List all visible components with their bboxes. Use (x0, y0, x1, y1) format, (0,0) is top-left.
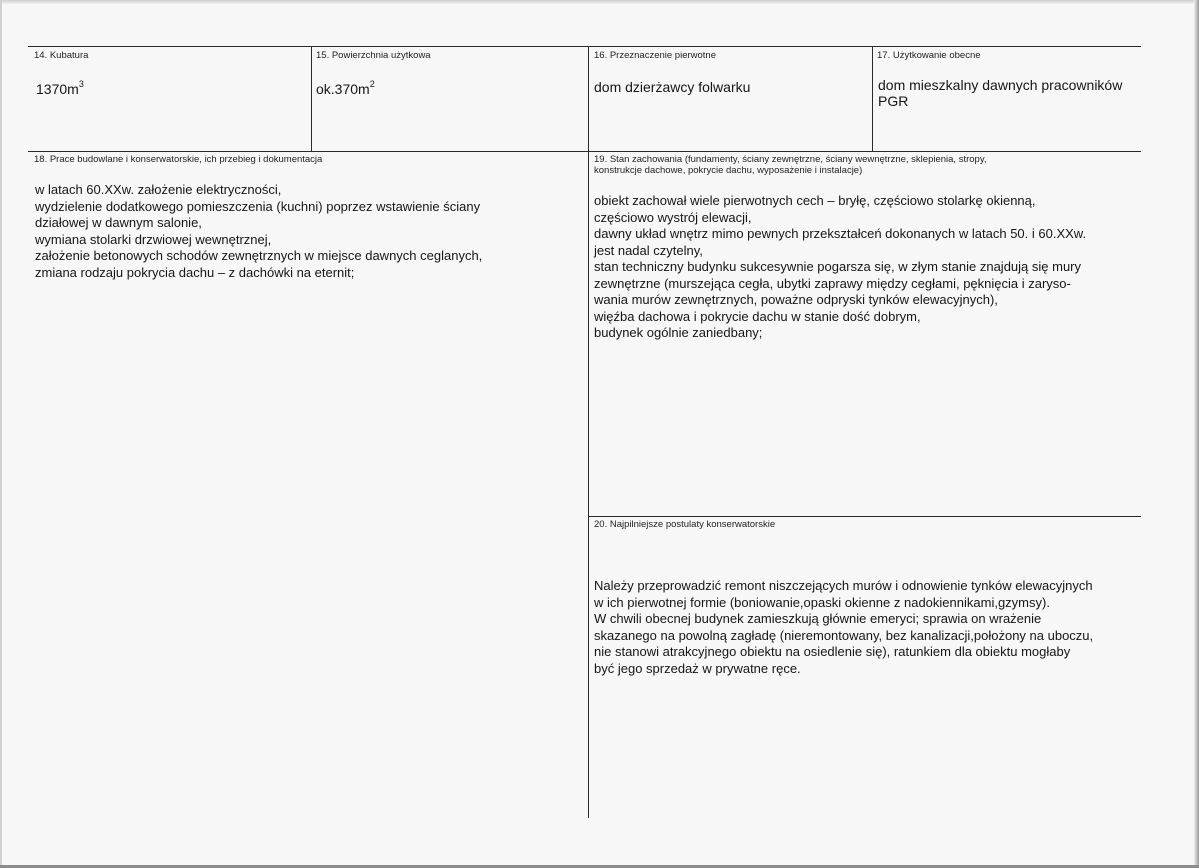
field-20-label: 20. Najpilniejsze postulaty konserwatorskie (594, 519, 776, 530)
field-19-line: więźba dachowa i pokrycie dachu w stanie dość dobrym, (594, 308, 921, 324)
field-20-line: W chwili obecnej budynek zamieszkują głównie emeryci; sprawia on wrażenie (594, 611, 1042, 626)
field-15-value-main: ok.370m (316, 81, 370, 97)
field-20-line: w ich pierwotnej formie (boniowanie,opaski okienne z nadokiennikami,gzymsy). (594, 594, 1050, 610)
field-18-line: wymiana stolarki drzwiowej wewnętrznej, (35, 231, 272, 247)
col-divider-14-15 (311, 46, 312, 152)
col-divider-16-17 (872, 46, 873, 152)
field-19-line: wania murów zewnętrznych, poważne odpryski tynków elewacyjnych), (594, 292, 998, 307)
field-18-line: założenie betonowych schodów zewnętrznych w miejsce dawnych ceglanych, (35, 248, 483, 263)
field-19-line: częściowo wystrój elewacji, (594, 209, 752, 225)
field-18-label: 18. Prace budowlane i konserwatorskie, ich przebieg i dokumentacja (34, 154, 323, 165)
field-18-line: wydzielenie dodatkowego pomieszczenia (kuchni) poprzez wstawienie ściany (35, 198, 481, 214)
field-20-line: nie stanowi atrakcyjnego obiektu na osiedlenie się), ratunkiem dla obiektu mogłaby (594, 644, 1071, 659)
field-20-line: być jego sprzedaż w prywatne ręce. (594, 660, 801, 676)
field-14-value-superscript: 3 (78, 79, 84, 90)
field-18-line: działowej w dawnym salonie, (35, 215, 202, 230)
field-20-line: Należy przeprowadzić remont niszczejących murów i odnowienie tynków elewacyjnych (594, 578, 1093, 593)
row-divider-1 (28, 151, 1141, 152)
field-19-label-line: 19. Stan zachowania (fundamenty, ściany zewnętrzne, ściany wewnętrzne, sklepienia, stropy, (594, 154, 987, 165)
field-18-line: zmiana rodzaju pokrycia dachu – z dachówki na eternit; (35, 264, 355, 280)
row-divider-2 (588, 516, 1141, 517)
field-17-label: 17. Użytkowanie obecne (877, 50, 981, 61)
scan-edge-right (1194, 0, 1199, 868)
field-15-label: 15. Powierzchnia użytkowa (316, 50, 431, 61)
field-17-value-line: dom mieszkalny dawnych pracowników (878, 77, 1123, 93)
field-17-value-line: PGR (878, 93, 909, 109)
field-19-label (594, 154, 987, 176)
field-16-value: dom dzierżawcy folwarku (594, 79, 751, 95)
col-divider-main (588, 46, 589, 818)
field-17-value (878, 77, 1122, 109)
field-14-value (36, 81, 84, 98)
field-19-line: obiekt zachował wiele pierwotnych cech – bryłę, częściowo stolarkę okienną, (594, 193, 1036, 208)
field-19-line: stan techniczny budynku sukcesywnie pogarsza się, w złym stanie znajdują się mury (594, 259, 1082, 274)
field-19-text (594, 193, 1086, 342)
scan-edge-top (0, 0, 1199, 4)
field-19-label-line: konstrukcje dachowe, pokrycie dachu, wyposażenie i instalacje) (594, 165, 863, 176)
field-14-label: 14. Kubatura (34, 50, 89, 61)
field-19-line: zewnętrzne (murszejąca cegła, ubytki zaprawy między cegłami, pęknięcia i zaryso- (594, 275, 1071, 291)
field-14-value-main: 1370m (36, 81, 79, 97)
field-19-line: dawny układ wnętrz mimo pewnych przekształceń dokonanych w latach 50. i 60.XXw. (594, 226, 1087, 241)
field-15-value-superscript: 2 (369, 79, 375, 90)
field-19-line: budynek ogólnie zaniedbany; (594, 325, 763, 340)
scan-edge-left (0, 0, 2, 868)
field-20-text (594, 578, 1093, 677)
field-16-label: 16. Przeznaczenie pierwotne (594, 50, 716, 61)
field-18-text (35, 182, 482, 281)
field-15-value (316, 81, 375, 98)
field-20-line: skazanego na powolną zagładę (nieremontowany, bez kanalizacji,położony na uboczu, (594, 627, 1094, 643)
table-top-border (28, 46, 1141, 47)
field-18-line: w latach 60.XXw. założenie elektryczności, (35, 182, 282, 197)
field-19-line: jest nadal czytelny, (594, 242, 703, 258)
